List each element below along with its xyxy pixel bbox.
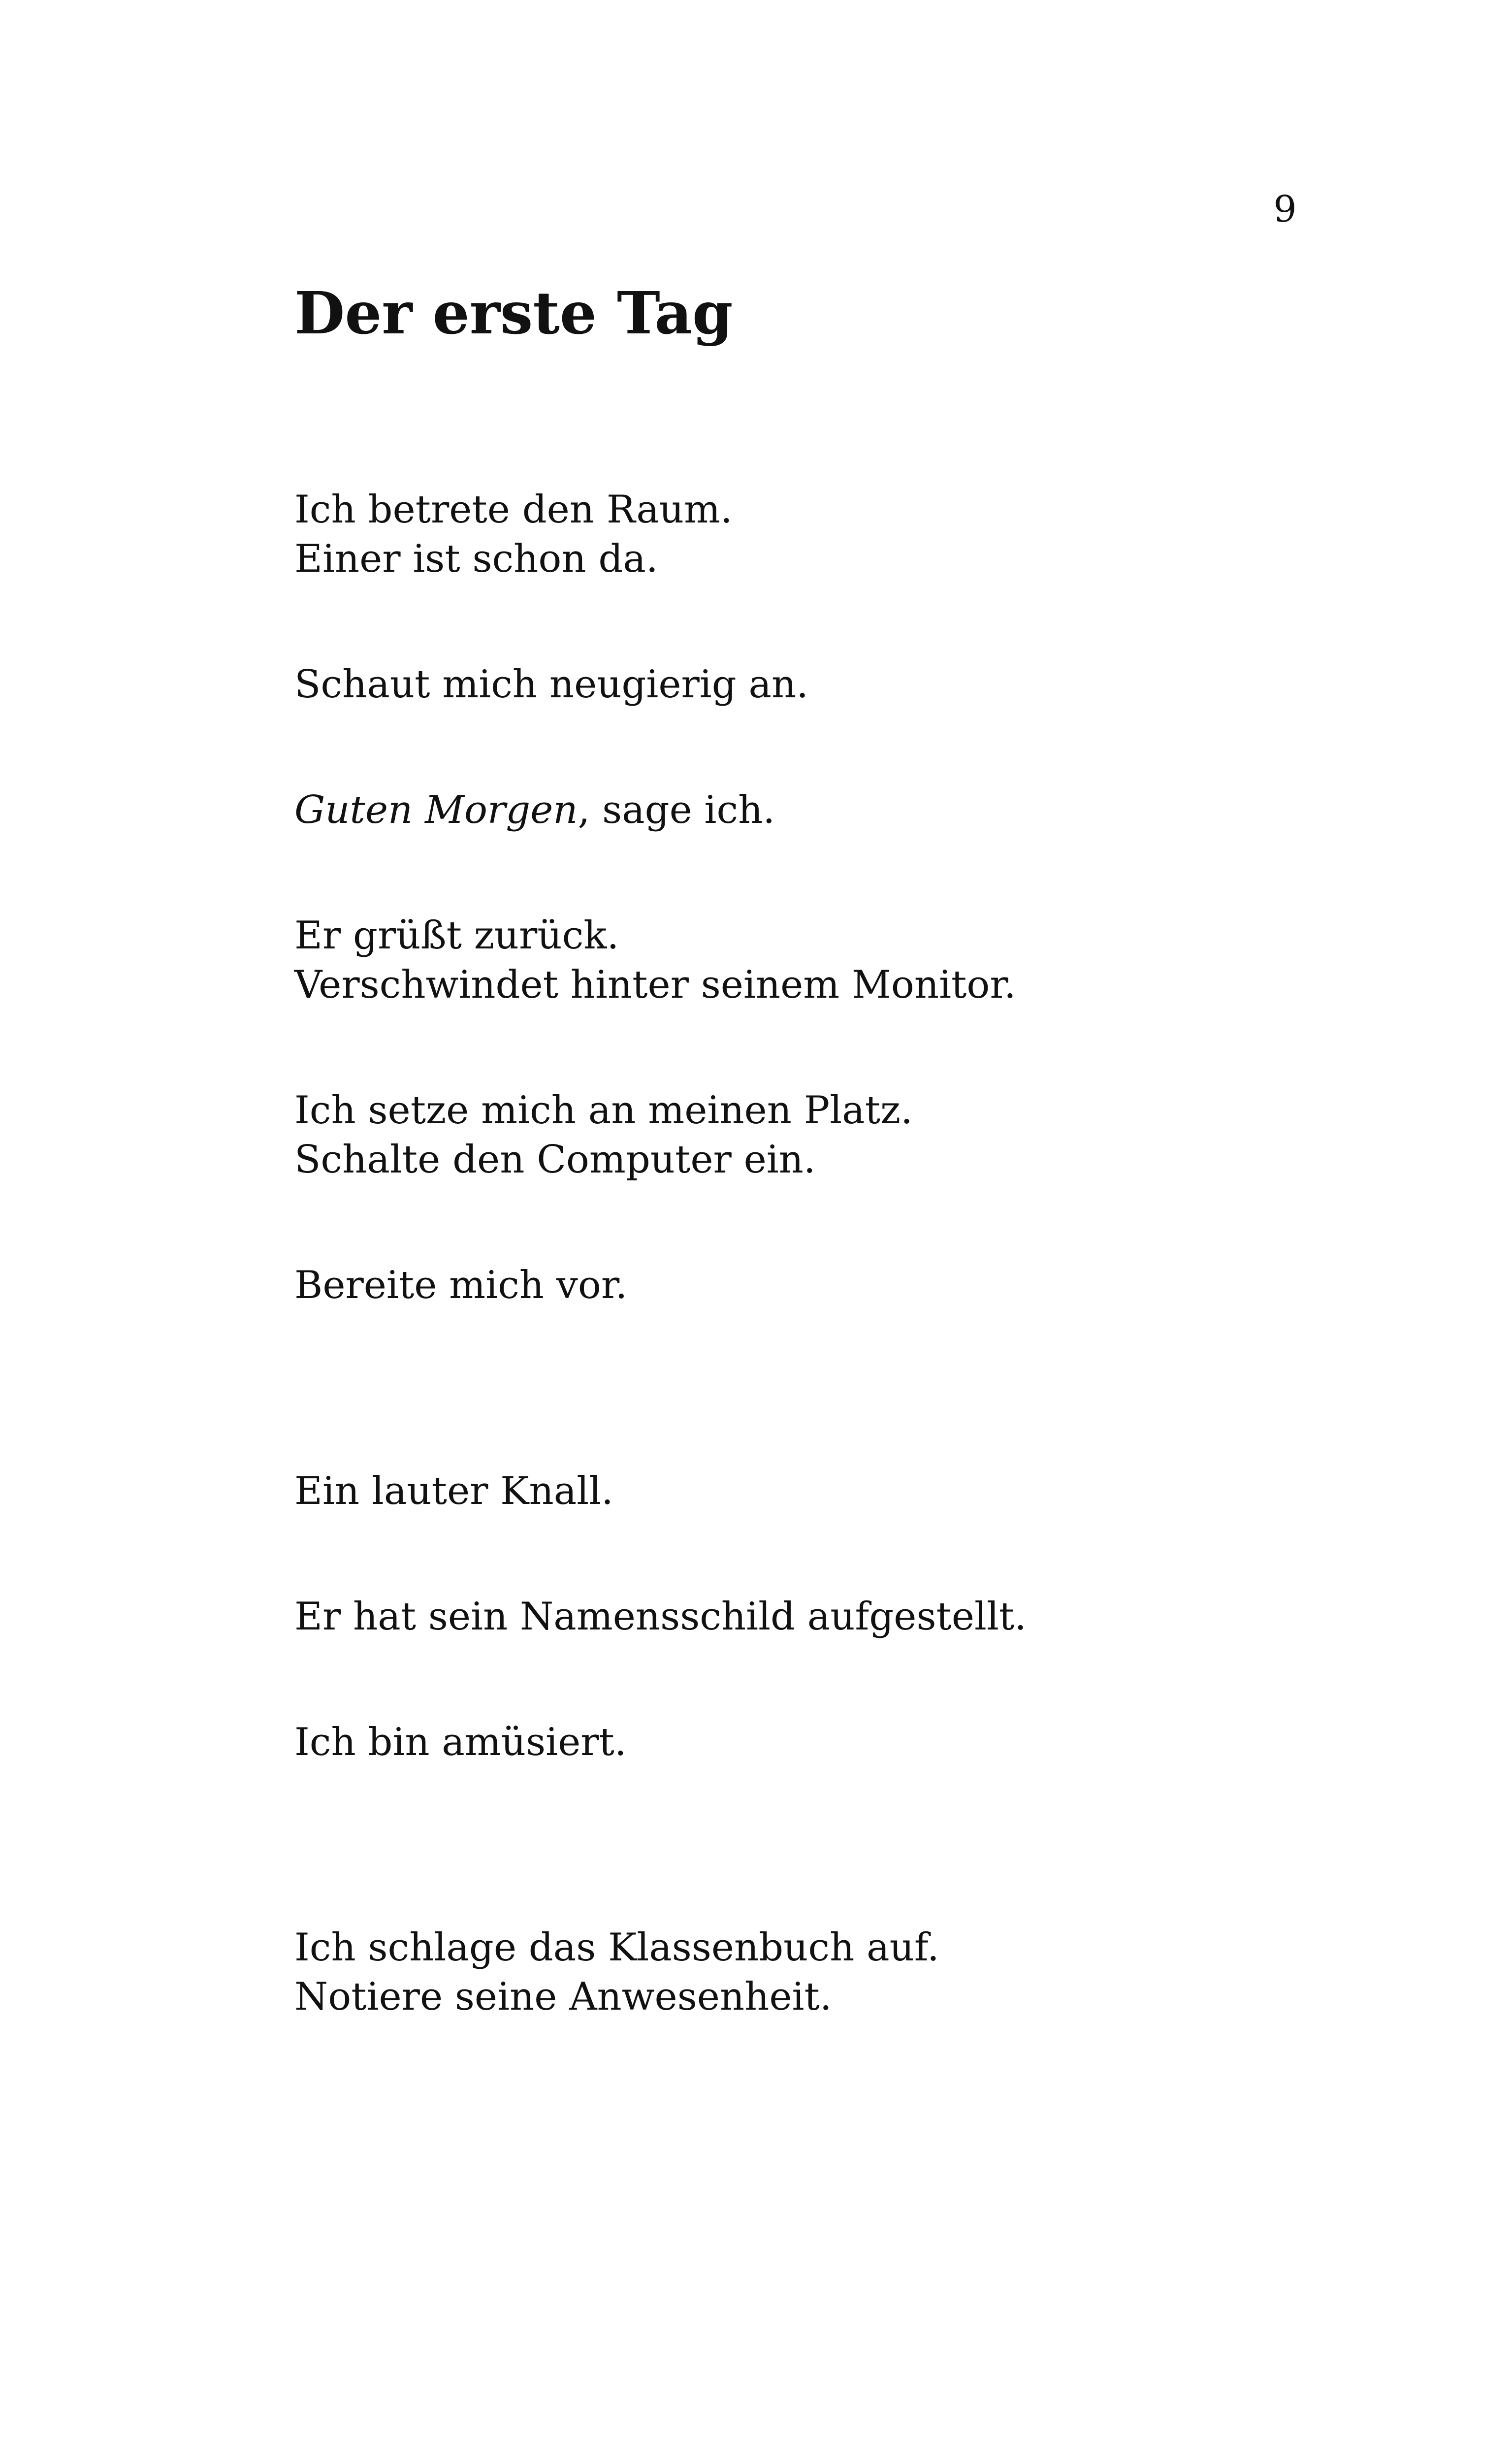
stanza [294, 1923, 939, 2021]
poem-line: Schalte den Computer ein. [294, 1138, 816, 1182]
stanza [294, 1261, 627, 1310]
poem-line: Schaut mich neugierig an. [294, 662, 809, 707]
stanza [294, 785, 775, 835]
poem-line: Er grüßt zurück. [294, 913, 619, 958]
poem-line: Er hat sein Namensschild aufgestellt. [294, 1595, 1027, 1639]
poem-line: Verschwindet hinter seinem Monitor. [294, 963, 1016, 1007]
stanza [294, 1466, 613, 1516]
poem-line: Ich schlage das Klassenbuch auf. [294, 1925, 939, 1970]
poem-line [294, 785, 775, 835]
poem-line: Notiere seine Anwesenheit. [294, 1975, 832, 2019]
poem-title: Der erste Tag [294, 279, 733, 347]
stanza [294, 485, 733, 584]
stanza [294, 660, 808, 709]
emphasized-greeting: Guten Morgen [294, 788, 578, 832]
page-number: 9 [1273, 188, 1297, 230]
stanza [294, 1718, 627, 1767]
poem-line: Ich bin amüsiert. [294, 1720, 627, 1764]
poem-line: Bereite mich vor. [294, 1263, 628, 1307]
stanza [294, 1592, 1027, 1641]
poem-line: Einer ist schon da. [294, 537, 658, 581]
poem-line: Ich betrete den Raum. [294, 488, 733, 532]
poem-line: Ein lauter Knall. [294, 1469, 613, 1513]
stanza [294, 1086, 913, 1184]
poem-line: Ich setze mich an meinen Platz. [294, 1088, 913, 1133]
stanza [294, 911, 1016, 1010]
poem-line-rest: , sage ich. [578, 788, 775, 832]
